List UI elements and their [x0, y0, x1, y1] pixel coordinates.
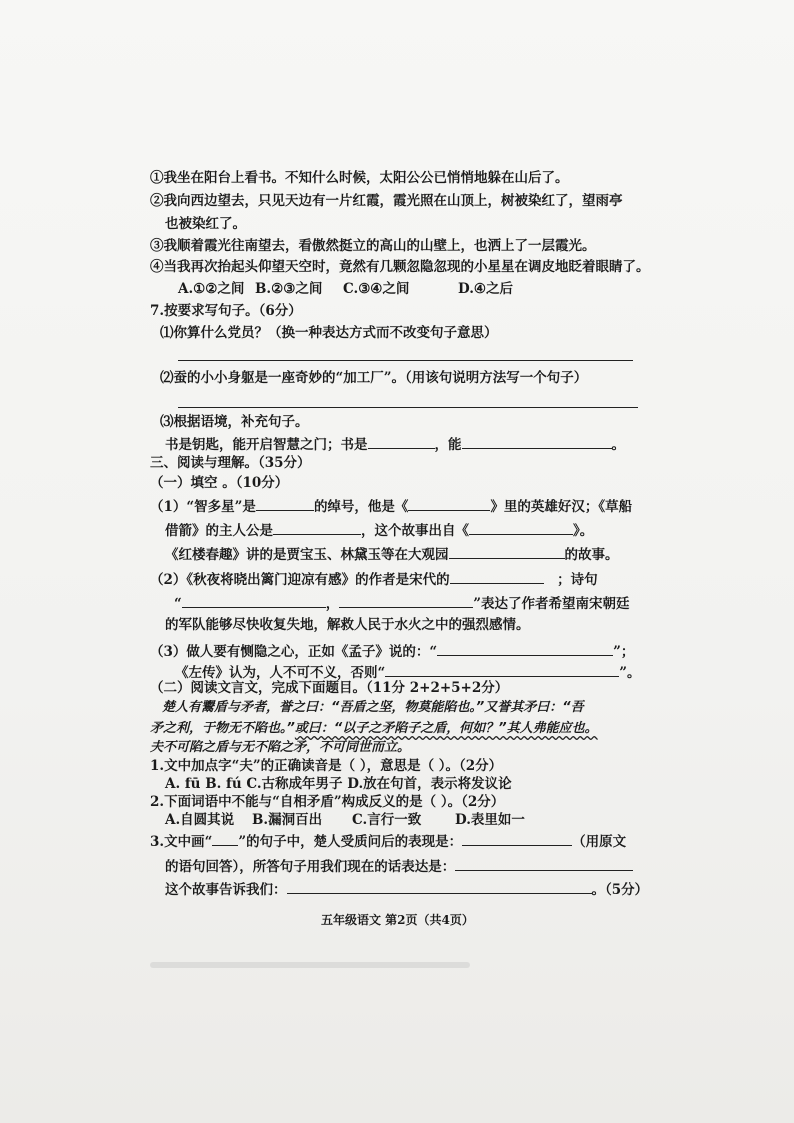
reading-q2-option-a: A.自圆其说	[165, 812, 235, 828]
reading-q2: 2.下面词语中不能与“自相矛盾”构成反义的是（ ）。（2分）	[150, 794, 505, 810]
fill-2-blank-verse-1[interactable]	[182, 594, 326, 608]
fill-1-blank-book[interactable]	[408, 497, 490, 511]
reading-q3-blank-original[interactable]	[462, 832, 572, 846]
part-1-title: （一）填空 。（10分）	[150, 475, 289, 491]
fill-1-blank-nickname[interactable]	[256, 497, 314, 511]
fill-2-line-3: 的军队能够尽快收复失地，解救人民于水火之中的强烈感情。	[165, 617, 530, 633]
page-footer: 五年级语文 第2页（共4页）	[321, 913, 474, 927]
classical-text-line-3: 夫不可陷之盾与无不陷之矛，不可同世而立。	[150, 740, 411, 755]
q6-option-c: C.③④之间	[343, 281, 410, 297]
q7-1-answer-line[interactable]	[178, 360, 633, 361]
reading-q3-underline-sample	[212, 832, 238, 846]
fill-1-blank-source[interactable]	[469, 521, 573, 535]
q6-option-a: A.①②之间	[178, 281, 245, 297]
q7-part-3: ⑶根据语境，补充句子。	[160, 414, 309, 430]
q6-option-d: D.④之后	[458, 281, 514, 297]
sentence-2-line-2: 也被染红了。	[165, 216, 246, 232]
q7-2-answer-line[interactable]	[178, 407, 638, 408]
reading-q2-option-c: C.言行一致	[352, 812, 422, 828]
sentence-3: ③我顺着霞光往南望去，看傲然挺立的高山的山壁上，也洒上了一层霞光。	[150, 238, 596, 254]
fill-2-blank-author[interactable]	[450, 570, 544, 584]
q6-option-b: B.②③之间	[255, 281, 323, 297]
reading-q3-blank-moral[interactable]	[287, 880, 592, 894]
sentence-2-line-1: ②我向西边望去，只见天边有一片红霞，霞光照在山顶上，树被染红了，望雨亭	[150, 193, 623, 209]
fill-1-line-3: 《红楼春趣》讲的是贾宝玉、林黛玉等在大观园 的故事。	[165, 547, 619, 563]
fill-3-line-1: （3）做人要有恻隐之心，正如《孟子》说的：“ ”；	[150, 644, 635, 660]
q7-3-blank-2[interactable]	[462, 435, 612, 449]
classical-text-line-1: 楚人有鬻盾与矛者，誉之曰：“吾盾之坚，物莫能陷也。”又誉其矛曰：“吾	[162, 700, 584, 715]
q7-part-1: ⑴你算什么党员？（换一种表达方式而不改变句子意思）	[160, 325, 498, 341]
fill-2-blank-verse-2[interactable]	[339, 594, 473, 608]
reading-q2-option-d: D.表里如一	[455, 812, 525, 828]
fill-2-line-1: （2）《秋夜将晓出篱门迎凉有感》的作者是宋代的 ；诗句	[150, 572, 598, 588]
fill-3-blank-zuozhuan[interactable]	[385, 663, 619, 677]
sentence-1: ①我坐在阳台上看书。不知什么时候，太阳公公已悄悄地躲在山后了。	[150, 170, 569, 186]
classical-underlined-sentence: 或曰：“以子之矛陷子之盾，何如？”其人弗能应也。	[294, 721, 598, 736]
scan-smudge	[150, 962, 470, 968]
reading-q3-line-3: 这个故事告诉我们： 。（5分）	[165, 882, 649, 898]
part-2-title: （二）阅读文言文，完成下面题目。（11分 2+2+5+2分）	[150, 680, 509, 696]
sentence-4: ④当我再次抬起头仰望天空时，竟然有几颗忽隐忽现的小星星在调皮地眨着眼睛了。	[150, 259, 650, 275]
q7-title: 7.按要求写句子。（6分）	[150, 303, 302, 319]
section-3-title: 三、阅读与理解。（35分）	[150, 455, 311, 471]
fill-1-blank-protagonist[interactable]	[273, 521, 361, 535]
q7-part-2: ⑵蚕的小小身躯是一座奇妙的“加工厂”。（用该句说明方法写一个句子）	[160, 370, 588, 386]
reading-q3-line-1: 3.文中画“ ”的句子中，楚人受质问后的表现是： （用原文	[150, 834, 627, 850]
q7-3-blank-1[interactable]	[368, 435, 435, 449]
q7-3-sentence: 书是钥匙，能开启智慧之门；书是 ，能 。	[165, 437, 625, 453]
reading-q3-line-2: 的语句回答），所答句子用我们现在的话表达是：	[165, 857, 633, 875]
reading-q1-options: A. fū B. fú C.古称成年男子 D.放在句首，表示将发议论	[165, 776, 512, 792]
reading-q1: 1.文中加点字“夫”的正确读音是（ ），意思是（ ）。（2分）	[150, 758, 503, 774]
reading-q3-blank-modern[interactable]	[455, 857, 633, 871]
reading-q2-option-b: B.漏洞百出	[252, 812, 323, 828]
fill-1-blank-activity[interactable]	[449, 545, 565, 559]
fill-2-line-2: “ ， ”表达了作者希望南宋朝廷	[174, 596, 630, 612]
fill-1-line-1: （1）“智多星”是 的绰号，他是《 》里的英雄好汉；《草船	[150, 499, 633, 515]
fill-3-blank-mencius[interactable]	[437, 642, 613, 656]
classical-text-line-2: 矛之利，于物无不陷也。”或曰：“以子之矛陷子之盾，何如？”其人弗能应也。	[150, 721, 598, 736]
fill-3-line-2: 《左传》认为，人不可不义，否则“ ”。	[175, 665, 641, 681]
fill-1-line-2: 借箭》的主人公是 ，这个故事出自《 》。	[165, 523, 594, 539]
